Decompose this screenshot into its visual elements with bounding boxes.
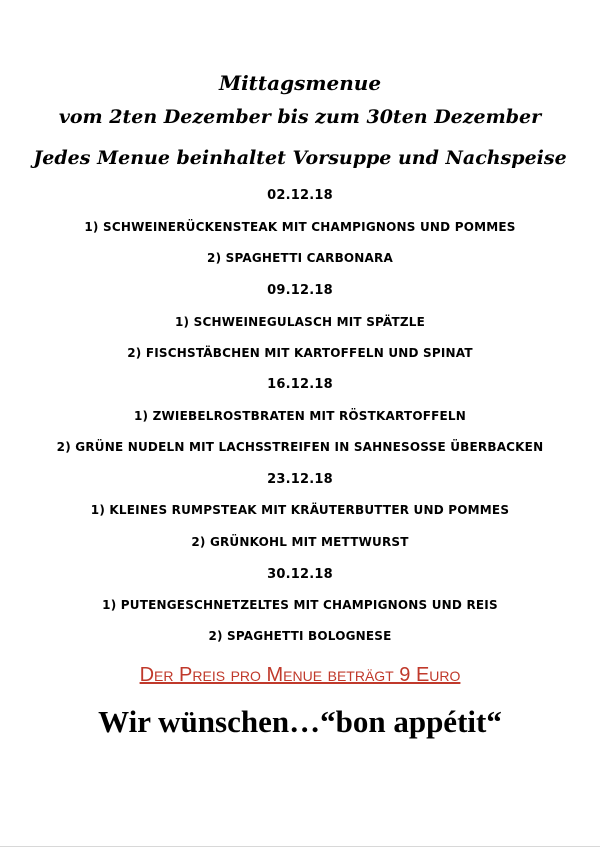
menu-note: Jedes Menue beinhaltet Vorsuppe und Nachspeise bbox=[33, 147, 567, 169]
menu-item: 1) PUTENGESCHNETZELTES MIT CHAMPIGNONS UND REIS bbox=[102, 598, 498, 612]
menu-item: 2) SPAGHETTI CARBONARA bbox=[207, 251, 393, 265]
menu-item: 2) FISCHSTÄBCHEN MIT KARTOFFELN UND SPINAT bbox=[127, 346, 473, 360]
menu-item: 1) SCHWEINERÜCKENSTEAK MIT CHAMPIGNONS UND POMMES bbox=[84, 220, 516, 234]
week-date: 16.12.18 bbox=[267, 377, 333, 392]
closing-greeting: Wir wünschen…“bon appétit“ bbox=[98, 704, 502, 739]
week-date: 02.12.18 bbox=[267, 188, 333, 203]
menu-item: 1) KLEINES RUMPSTEAK MIT KRÄUTERBUTTER UND POMMES bbox=[90, 503, 510, 517]
menu-item: 1) ZWIEBELROSTBRATEN MIT RÖSTKARTOFFELN bbox=[133, 409, 466, 423]
week-date: 09.12.18 bbox=[267, 283, 333, 298]
menu-item: 1) SCHWEINEGULASCH MIT SPÄTZLE bbox=[174, 315, 426, 329]
menu-item: 2) GRÜNKOHL MIT METTWURST bbox=[191, 535, 409, 549]
menu-title: Mittagsmenue bbox=[218, 71, 382, 95]
menu-item: 2) SPAGHETTI BOLOGNESE bbox=[208, 629, 392, 643]
menu-period: vom 2ten Dezember bis zum 30ten Dezember bbox=[58, 106, 542, 128]
page-edge-divider bbox=[0, 846, 600, 847]
week-date: 23.12.18 bbox=[267, 472, 333, 487]
week-date: 30.12.18 bbox=[267, 567, 333, 582]
price-note: Der Preis pro Menue beträgt 9 Euro bbox=[139, 664, 461, 686]
menu-item: 2) GRÜNE NUDELN MIT LACHSSTREIFEN IN SAHNESOSSE ÜBERBACKEN bbox=[56, 440, 544, 454]
